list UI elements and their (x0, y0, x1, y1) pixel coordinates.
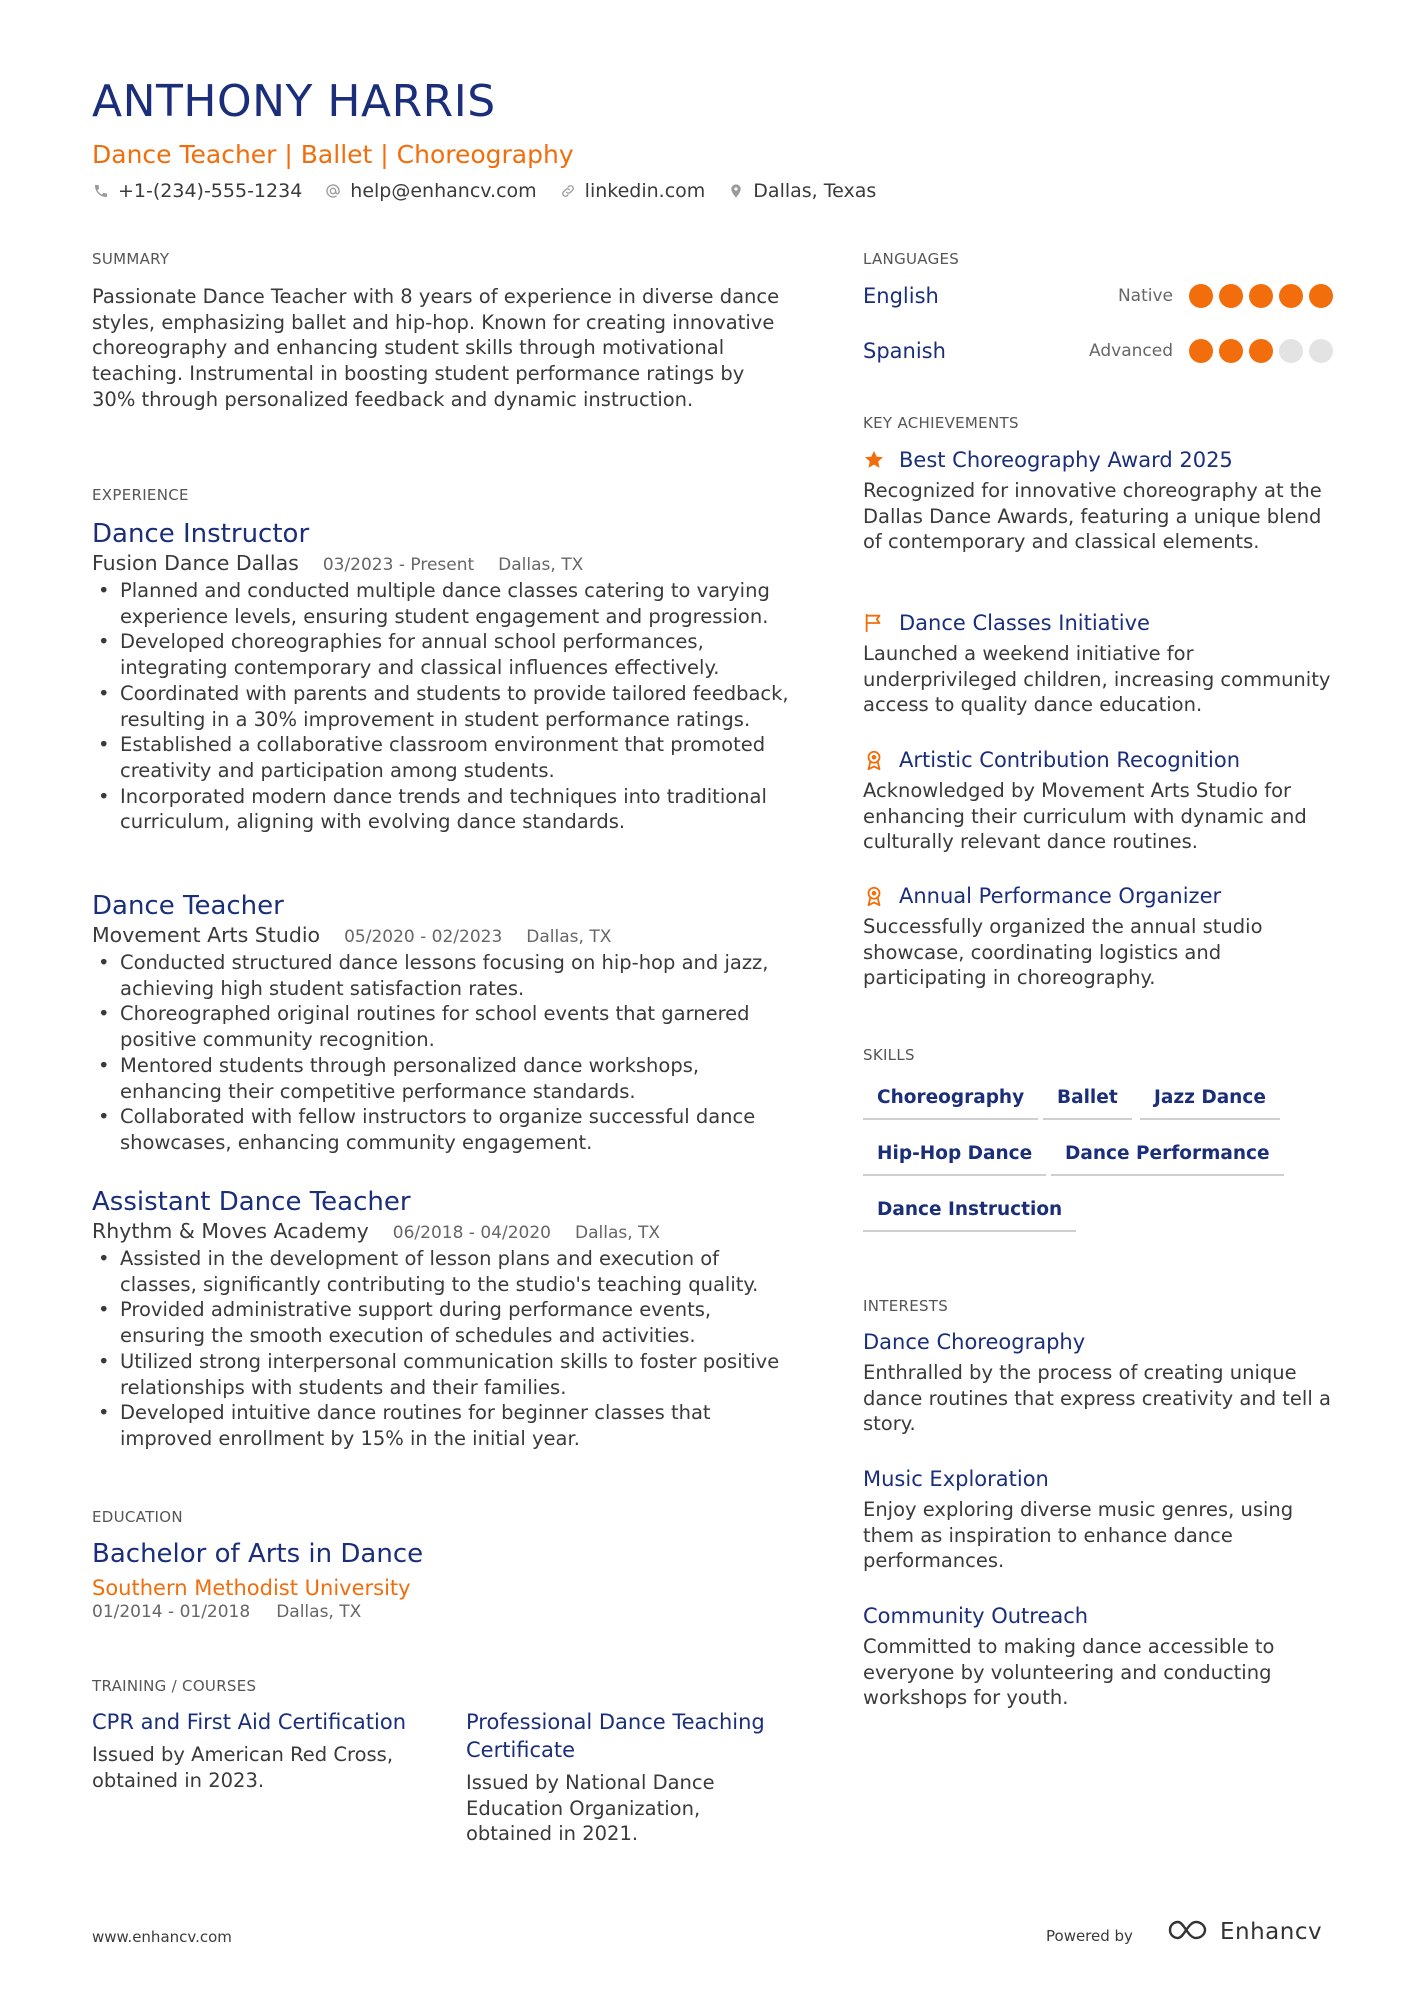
summary-text: Passionate Dance Teacher with 8 years of experience in diverse dance styles, emphasizing ballet and hip-hop. Known for creating innovative choreography and enhancing student skills through motivational teaching. Instrumental in boosting student performance ratings by 30% through personalized feedback and dynamic instruction. (92, 285, 780, 411)
candidate-name: ANTHONY HARRIS (92, 76, 496, 127)
contact-email-text: help@enhancv.com (350, 180, 537, 202)
experience-entry (92, 518, 792, 835)
language-rating (1183, 284, 1333, 308)
rating-dot-filled (1249, 339, 1273, 363)
job-meta (92, 1219, 792, 1243)
interest-item (863, 1602, 1333, 1711)
job-location: Dallas, TX (574, 1223, 661, 1243)
contact-bar (92, 180, 898, 202)
achievement-title: Annual Performance Organizer (899, 884, 1222, 908)
flag-icon (863, 612, 885, 634)
interests-label: INTERESTS (863, 1297, 949, 1315)
job-dates: 03/2023 - Present (322, 555, 475, 575)
interest-title: Dance Choreography (863, 1330, 1086, 1354)
education-location: Dallas, TX (276, 1602, 362, 1622)
job-bullets (92, 1246, 792, 1452)
award-ribbon-icon (863, 885, 885, 907)
skill-tag: Dance Performance (1051, 1143, 1284, 1176)
job-location: Dallas, TX (498, 555, 584, 575)
language-name: English (863, 284, 939, 308)
bullet-item: • Incorporated modern dance trends and techniques into traditional curriculum, aligning with evolving dance standards. (92, 784, 792, 835)
skill-tag: Ballet (1043, 1087, 1132, 1120)
skills-label: SKILLS (863, 1046, 915, 1064)
language-row (863, 281, 1333, 311)
phone-icon (92, 182, 110, 200)
bullet-item: • Assisted in the development of lesson plans and execution of classes, significantly contributing to the studio's teaching quality. (92, 1246, 792, 1297)
achievement-item (863, 746, 1333, 855)
rating-dot-filled (1189, 284, 1213, 308)
interest-item (863, 1465, 1333, 1574)
experience-entry (92, 890, 792, 1156)
skill-tag: Hip-Hop Dance (863, 1143, 1046, 1176)
achievements-label: KEY ACHIEVEMENTS (863, 414, 1019, 432)
award-ribbon-icon (863, 749, 885, 771)
job-company: Rhythm & Moves Academy (92, 1219, 369, 1243)
education-label: EDUCATION (92, 1508, 183, 1526)
achievement-item (863, 446, 1333, 555)
job-bullets (92, 578, 792, 835)
training-label: TRAINING / COURSES (92, 1677, 257, 1695)
interest-title: Community Outreach (863, 1604, 1089, 1628)
school-name: Southern Methodist University (92, 1576, 411, 1600)
bullet-item: • Provided administrative support during performance events, ensuring the smooth execution of schedules and activities. (92, 1297, 792, 1348)
powered-by-label: Powered by (1046, 1927, 1133, 1945)
bullet-item: • Mentored students through personalized dance workshops, enhancing their competitive performance standards. (92, 1053, 792, 1104)
training-title: CPR and First Aid Certification (92, 1710, 407, 1734)
enhancv-logo-icon (1166, 1917, 1212, 1947)
training-text: Issued by National Dance Education Organization, obtained in 2021. (466, 1771, 715, 1846)
interest-title: Music Exploration (863, 1467, 1049, 1491)
interest-text: Committed to making dance accessible to everyone by volunteering and conducting workshops for youth. (863, 1635, 1275, 1710)
language-rating (1183, 339, 1333, 363)
language-level: Native (1117, 286, 1173, 306)
candidate-title: Dance Teacher | Ballet | Choreography (92, 140, 574, 169)
job-company: Movement Arts Studio (92, 923, 321, 947)
rating-dot-filled (1279, 284, 1303, 308)
education-entry (92, 1538, 792, 1622)
location-pin-icon (727, 182, 745, 200)
language-row-english (863, 281, 1333, 311)
language-name: Spanish (863, 339, 946, 363)
bullet-item: • Established a collaborative classroom environment that promoted creativity and participation among students. (92, 732, 792, 783)
summary-label: SUMMARY (92, 250, 170, 268)
rating-dot-filled (1219, 284, 1243, 308)
star-icon (863, 449, 885, 471)
rating-dot-filled (1219, 339, 1243, 363)
rating-dot-filled (1189, 339, 1213, 363)
job-dates: 05/2020 - 02/2023 (344, 927, 503, 947)
contact-linkedin-text: linkedin.com (584, 180, 706, 202)
bullet-item: • Collaborated with fellow instructors to organize successful dance showcases, enhancing community engagement. (92, 1104, 792, 1155)
languages-label: LANGUAGES (863, 250, 960, 268)
training-title: Professional Dance Teaching Certificate (466, 1710, 765, 1762)
achievement-title-row (863, 609, 1333, 637)
experience-entry (92, 1186, 792, 1452)
job-title: Assistant Dance Teacher (92, 1187, 411, 1217)
contact-email[interactable] (324, 180, 536, 202)
rating-dot-empty (1279, 339, 1303, 363)
job-company: Fusion Dance Dallas (92, 551, 299, 575)
language-level: Advanced (1089, 341, 1173, 361)
interest-item (863, 1328, 1333, 1437)
achievement-text: Launched a weekend initiative for underprivileged children, increasing community access to quality dance education. (863, 642, 1331, 717)
achievement-item (863, 882, 1333, 991)
rating-dot-filled (1249, 284, 1273, 308)
skill-tag: Jazz Dance (1140, 1087, 1280, 1120)
contact-location-text: Dallas, Texas (753, 180, 877, 202)
bullet-item: • Conducted structured dance lessons focusing on hip-hop and jazz, achieving high student satisfaction rates. (92, 950, 792, 1001)
job-meta (92, 923, 792, 947)
skill-tag: Dance Instruction (863, 1199, 1076, 1232)
interest-text: Enthralled by the process of creating unique dance routines that express creativity and tell a story. (863, 1361, 1331, 1436)
job-title: Dance Teacher (92, 891, 284, 921)
rating-dot-filled (1309, 284, 1333, 308)
rating-dot-empty (1309, 339, 1333, 363)
achievement-title-row (863, 882, 1333, 910)
training-text: Issued by American Red Cross, obtained in 2023. (92, 1743, 394, 1792)
experience-label: EXPERIENCE (92, 486, 189, 504)
job-location: Dallas, TX (526, 927, 612, 947)
bullet-item: • Planned and conducted multiple dance classes catering to varying experience levels, ensuring student engagement and progression. (92, 578, 792, 629)
job-meta (92, 551, 792, 575)
interest-text: Enjoy exploring diverse music genres, using them as inspiration to enhance dance performances. (863, 1498, 1294, 1573)
contact-location (727, 180, 876, 202)
training-item (92, 1708, 422, 1793)
achievement-text: Successfully organized the annual studio showcase, coordinating logistics and participating in choreography. (863, 915, 1263, 990)
bullet-item: • Utilized strong interpersonal communication skills to foster positive relationships with students and their families. (92, 1349, 792, 1400)
brand-name: Enhancv (1220, 1919, 1323, 1945)
bullet-item: • Developed intuitive dance routines for beginner classes that improved enrollment by 15% in the initial year. (92, 1400, 792, 1451)
achievement-title: Dance Classes Initiative (899, 611, 1150, 635)
job-dates: 06/2018 - 04/2020 (392, 1223, 551, 1243)
at-icon (324, 182, 342, 200)
language-row (863, 336, 1333, 366)
training-item (466, 1708, 786, 1847)
contact-phone (92, 180, 302, 202)
achievement-title-row (863, 746, 1333, 774)
contact-phone-text: +1-(234)-555-1234 (118, 180, 303, 202)
link-icon (559, 182, 577, 200)
achievement-title: Artistic Contribution Recognition (899, 748, 1241, 772)
achievement-title-row (863, 446, 1333, 474)
language-row-spanish (863, 336, 1333, 366)
skill-tag: Choreography (863, 1087, 1038, 1120)
achievement-title: Best Choreography Award 2025 (899, 448, 1233, 472)
brand-logo[interactable] (1166, 1917, 1322, 1947)
contact-linkedin[interactable] (559, 180, 706, 202)
degree-title: Bachelor of Arts in Dance (92, 1539, 424, 1569)
footer-url[interactable]: www.enhancv.com (92, 1928, 232, 1946)
achievement-item (863, 609, 1333, 718)
bullet-item: • Choreographed original routines for school events that garnered positive community recognition. (92, 1001, 792, 1052)
job-title: Dance Instructor (92, 519, 310, 549)
education-dates: 01/2014 - 01/2018 (92, 1602, 251, 1622)
achievement-text: Acknowledged by Movement Arts Studio for enhancing their curriculum with dynamic and culturally relevant dance routines. (863, 779, 1307, 854)
bullet-item: • Coordinated with parents and students to provide tailored feedback, resulting in a 30% improvement in student performance ratings. (92, 681, 792, 732)
job-bullets (92, 950, 792, 1156)
bullet-item: • Developed choreographies for annual school performances, integrating contemporary and classical influences effectively. (92, 629, 792, 680)
education-meta (92, 1602, 792, 1622)
achievement-text: Recognized for innovative choreography at the Dallas Dance Awards, featuring a unique blend of contemporary and classical elements. (863, 479, 1322, 554)
